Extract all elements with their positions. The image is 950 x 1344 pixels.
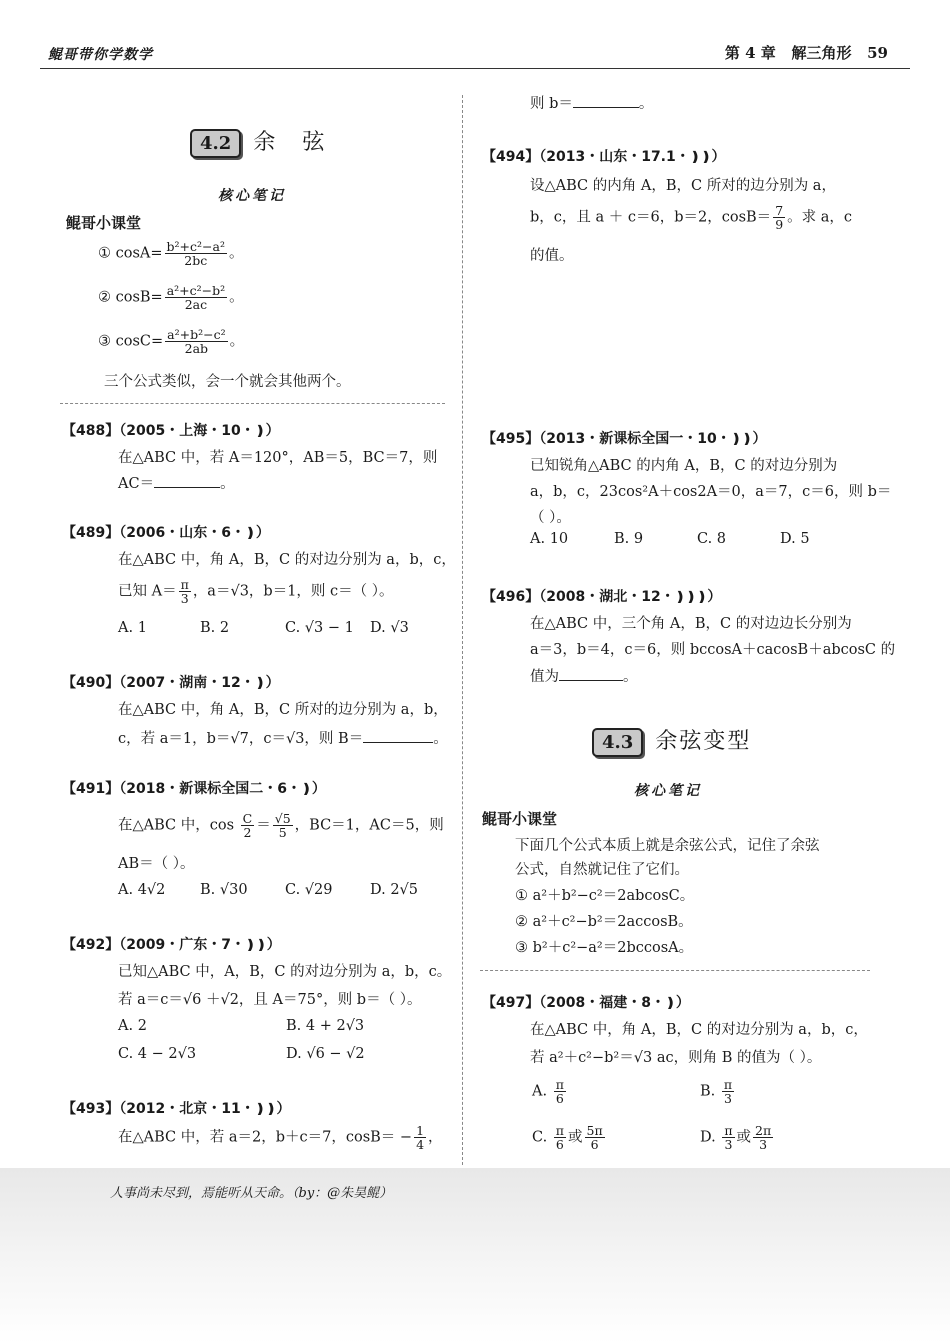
problem-497-line2: 若 a²＋c²−b²＝√3 ac，则角 B 的值为（ ）。 [530, 1050, 822, 1066]
class-title: 鲲哥小课堂 [66, 214, 142, 232]
problem-494-header: 【494】（2013・山东・17.1・❫❫） [482, 149, 726, 165]
page-number: 59 [867, 44, 888, 62]
problem-491-line1: 在△ABC 中，cos $\frac{C}{2}$ ＝ $\frac{√5}{5}$ ，BC＝1，AC＝5，则 [118, 811, 444, 841]
fraction: $\frac{7}{9}$ [775, 203, 784, 233]
footer-quote: 人事尚未尽到，焉能听从天命。（by：@朱昊鲲） [110, 1186, 393, 1201]
problem-488-line1: 在△ABC 中，若 A＝120°，AB＝5，BC＝7，则 [118, 450, 438, 466]
section-4-3-line2: 公式，自然就记住了它们。 [515, 862, 689, 878]
class-title: 鲲哥小课堂 [482, 810, 558, 828]
problem-491-header: 【491】（2018・新课标全国二・6・❫） [62, 781, 326, 797]
option-c: C. 8 [697, 531, 727, 547]
problem-488-header: 【488】（2005・上海・10・❫） [62, 423, 280, 439]
option-d: D. √6 − √2 [286, 1046, 365, 1062]
section-4-3-line1: 下面几个公式本质上就是余弦公式，记住了余弦 [515, 838, 820, 854]
fraction: $\frac{\pi}{3}$ [180, 577, 189, 607]
problem-496-line2: a＝3，b＝4，c＝6，则 bccosA＋cacosB＋abcosC 的 [530, 642, 896, 658]
problem-490-line1: 在△ABC 中，角 A，B，C 所对的边分别为 a，b， [118, 702, 448, 718]
book-title: 鲲哥带你学数学 [48, 47, 153, 63]
option-b: B. 4 + 2√3 [286, 1018, 365, 1034]
section-separator [480, 970, 870, 971]
option-d: D. 2√5 [370, 882, 419, 898]
option-a: A. 2 [118, 1018, 147, 1034]
chapter-header [725, 42, 888, 63]
fraction: $\frac{\pi}{6}$ [555, 1123, 565, 1153]
problem-489-header: 【489】（2006・山东・6・❫） [62, 525, 270, 541]
section-number: 4.2 [190, 129, 241, 158]
option-b: B. √30 [200, 882, 248, 898]
option-d: D. 5 [780, 531, 810, 547]
section-title: 余 弦 [253, 130, 335, 155]
difficulty-icon: ❫ [300, 782, 312, 797]
difficulty-icon: ❫ [254, 424, 266, 439]
column-divider [462, 95, 463, 1165]
problem-492-line1: 已知△ABC 中，A，B，C 的对边分别为 a，b，c。 [118, 964, 452, 980]
fraction: $\frac{√5}{5}$ [274, 811, 291, 841]
difficulty-icon: ❫ [254, 676, 266, 691]
core-notes-title: 核心笔记 [218, 188, 286, 204]
answer-blank [573, 107, 639, 108]
problem-494-line3: 的值。 [530, 248, 574, 264]
section-4-2-heading [190, 125, 334, 158]
formula-1: ① a²＋b²−c²＝2abcosC。 [515, 888, 695, 904]
answer-blank [154, 487, 220, 488]
problem-492-line2: 若 a＝c＝√6 ＋√2，且 A＝75°，则 b＝（ ）。 [118, 992, 422, 1008]
problem-495-line2: a，b，c，23cos²A＋cos2A＝0，a＝7，c＝6，则 b＝ [530, 484, 892, 500]
section-title: 余弦变型 [655, 729, 752, 754]
chapter-title: 第 4 章 解三角形 [724, 44, 852, 62]
option-c: C. √3 − 1 [285, 620, 354, 636]
tip-text: 三个公式类似，会一个就会其他两个。 [104, 374, 351, 390]
fraction: $\frac{1}{4}$ [416, 1123, 425, 1153]
problem-489-line2: 已知 A＝ $\frac{\pi}{3}$ ，a＝√3，b＝1，则 c＝（ ）。 [118, 577, 394, 607]
problem-490-header: 【490】（2007・湖南・12・❫） [62, 675, 280, 691]
fraction: $\frac{\text{a²+c²−b²}}{2ac}$ [166, 283, 226, 313]
problem-497-line1: 在△ABC 中，角 A，B，C 的对边分别为 a，b，c， [530, 1022, 868, 1038]
answer-blank [363, 742, 433, 743]
fraction: $\frac{\pi}{3}$ [723, 1077, 733, 1107]
fraction: $\frac{\pi}{3}$ [724, 1123, 733, 1153]
option-a: A. 10 [530, 531, 569, 547]
formula-2: ② a²＋c²−b²＝2accosB。 [515, 914, 693, 930]
problem-496-header: 【496】（2008・湖北・12・❫❫❫） [482, 589, 722, 605]
answer-blank [559, 680, 623, 681]
problem-495-line3: （ ）。 [530, 510, 571, 526]
section-number: 4.3 [592, 728, 643, 757]
option-c: C. 4 − 2√3 [118, 1046, 197, 1062]
fraction: $\frac{5\pi}{6}$ [586, 1123, 603, 1153]
problem-493-line1: 在△ABC 中，若 a＝2，b＋c＝7，cosB＝ − $\frac{1}{4}$ ， [118, 1123, 443, 1153]
fraction: $\frac{\text{b²+c²−a²}}{2bc}$ [166, 239, 225, 269]
problem-494-line2: b，c，且 a ＋ c＝6，b＝2，cosB＝ $\frac{7}{9}$ 。求 a，c [530, 203, 853, 233]
problem-493-line2: 则 b＝ 。 [530, 96, 654, 112]
option-a: A. $\frac{\pi}{6}$ [532, 1077, 564, 1107]
option-b: B. 9 [614, 531, 644, 547]
problem-496-line3: 值为 。 [530, 669, 638, 685]
difficulty-icon: ❫❫ [689, 150, 712, 165]
fraction: $\frac{2\pi}{3}$ [755, 1123, 772, 1153]
problem-492-header: 【492】（2009・广东・7・❫❫） [62, 937, 281, 953]
fraction: $\frac{\pi}{6}$ [555, 1077, 564, 1107]
problem-494-line1: 设△ABC 的内角 A，B，C 所对的边分别为 a， [530, 178, 836, 194]
formula-cosC: ③ cosC= $\frac{\text{a²+b²−c²}}{2ab}$ 。 [98, 327, 245, 357]
problem-495-line1: 已知锐角△ABC 的内角 A，B，C 的对边分别为 [530, 458, 838, 474]
option-c: C. √29 [285, 882, 333, 898]
option-b: B. 2 [200, 620, 230, 636]
problem-495-header: 【495】（2013・新课标全国一・10・❫❫） [482, 431, 767, 447]
section-4-3-heading [592, 724, 751, 757]
difficulty-icon: ❫ [244, 526, 256, 541]
option-d: D. $\frac{\pi}{3}$ 或 $\frac{2\pi}{3}$ [700, 1123, 772, 1153]
option-d: D. √3 [370, 620, 409, 636]
problem-490-line2: c，若 a＝1，b＝√7，c＝√3，则 B＝ 。 [118, 731, 448, 747]
option-a: A. 4√2 [118, 882, 166, 898]
problem-497-header: 【497】（2008・福建・8・❫） [482, 995, 690, 1011]
section-separator [60, 403, 445, 404]
difficulty-icon: ❫ [664, 996, 676, 1011]
problem-488-line2: AC＝ 。 [118, 476, 235, 492]
problem-493-header: 【493】（2012・北京・11・❫❫） [62, 1101, 291, 1117]
difficulty-icon: ❫❫ [730, 432, 753, 447]
formula-3: ③ b²＋c²−a²＝2bccosA。 [515, 940, 694, 956]
difficulty-icon: ❫❫❫ [674, 590, 708, 605]
problem-496-line1: 在△ABC 中，三个角 A，B，C 的对边边长分别为 [530, 616, 852, 632]
fraction: $\frac{\text{a²+b²−c²}}{2ab}$ [167, 327, 226, 357]
problem-489-line1: 在△ABC 中，角 A，B，C 的对边分别为 a，b，c， [118, 552, 456, 568]
core-notes-title: 核心笔记 [634, 783, 702, 799]
formula-cosB: ② cosB= $\frac{\text{a²+c²−b²}}{2ac}$ 。 [98, 283, 244, 313]
option-c: C. $\frac{\pi}{6}$ 或 $\frac{5\pi}{6}$ [532, 1123, 603, 1153]
formula-cosA: ① cosA= $\frac{\text{b²+c²−a²}}{2bc}$ 。 [98, 239, 244, 269]
difficulty-icon: ❫❫ [254, 1102, 277, 1117]
fraction: $\frac{C}{2}$ [242, 811, 253, 841]
difficulty-icon: ❫❫ [244, 938, 267, 953]
header-rule [40, 68, 910, 69]
problem-491-line2: AB＝（ ）。 [118, 856, 195, 872]
option-a: A. 1 [118, 620, 147, 636]
option-b: B. $\frac{\pi}{3}$ [700, 1077, 733, 1107]
